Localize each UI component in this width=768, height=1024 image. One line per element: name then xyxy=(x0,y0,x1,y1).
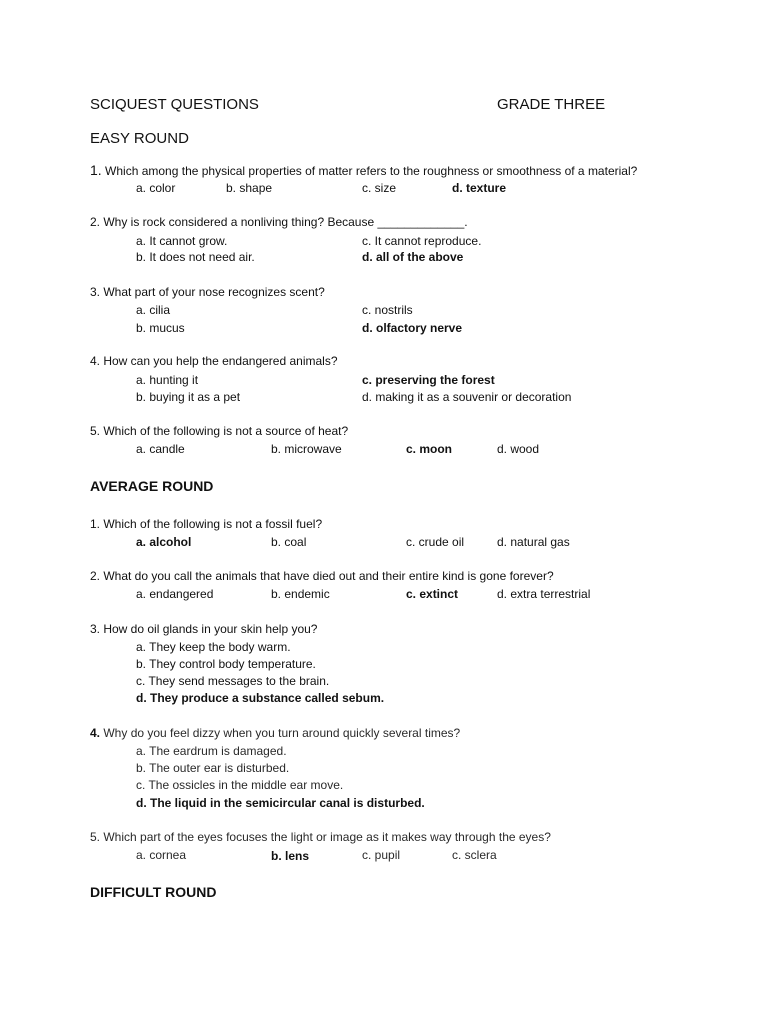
average-q1-option-c: c. crude oil xyxy=(406,535,465,549)
average-q4 xyxy=(90,726,460,740)
average-q4-number: 4. xyxy=(90,726,101,740)
average-q2-option-c: c. extinct xyxy=(406,587,459,601)
average-q1-option-d: d. natural gas xyxy=(497,535,570,549)
average-q3-option-a: a. They keep the body warm. xyxy=(136,640,291,654)
average-q1-option-b: b. coal xyxy=(271,535,307,549)
average-q4-option-b: b. The outer ear is disturbed. xyxy=(136,761,290,775)
average-q2-option-d: d. extra terrestrial xyxy=(497,587,591,601)
average-q4-option-c: c. The ossicles in the middle ear move. xyxy=(136,778,344,792)
difficult-round-heading: DIFFICULT ROUND xyxy=(90,884,217,900)
average-q5-text: 5. Which part of the eyes focuses the light or image as it makes way through the eyes? xyxy=(90,830,551,844)
easy-q5-text: 5. Which of the following is not a source of heat? xyxy=(90,424,349,438)
easy-q1-option-a: a. color xyxy=(136,181,176,195)
easy-q1-option-b: b. shape xyxy=(226,181,273,195)
easy-q2-option-b: b. It does not need air. xyxy=(136,250,255,264)
easy-q2-option-d: d. all of the above xyxy=(362,250,464,264)
easy-q1-option-d: d. texture xyxy=(452,181,507,195)
easy-q3-option-a: a. cilia xyxy=(136,303,171,317)
easy-q1-text: Which among the physical properties of matter refers to the roughness or smoothness of a material? xyxy=(105,164,638,178)
average-q5-option-b: b. lens xyxy=(271,849,310,863)
average-q1-option-a: a. alcohol xyxy=(136,535,192,549)
easy-q5-option-b: b. microwave xyxy=(271,442,342,456)
average-q1-text: 1. Which of the following is not a fossil fuel? xyxy=(90,517,323,531)
average-q3-option-b: b. They control body temperature. xyxy=(136,657,316,671)
easy-q5-option-d: d. wood xyxy=(497,442,540,456)
easy-q2-option-a: a. It cannot grow. xyxy=(136,234,228,248)
average-q5-option-c: c. pupil xyxy=(362,848,401,862)
easy-q1 xyxy=(90,163,637,178)
easy-q4-option-b: b. buying it as a pet xyxy=(136,390,241,404)
average-q4-option-a: a. The eardrum is damaged. xyxy=(136,744,287,758)
average-q4-option-d: d. The liquid in the semicircular canal is disturbed. xyxy=(136,796,425,810)
easy-q3-text: 3. What part of your nose recognizes scent? xyxy=(90,285,325,299)
average-q5-option-d: c. sclera xyxy=(452,848,497,862)
grade-label: GRADE THREE xyxy=(497,96,606,113)
document-title: SCIQUEST QUESTIONS xyxy=(90,96,259,113)
easy-q3-option-b: b. mucus xyxy=(136,321,185,335)
easy-round-heading: EASY ROUND xyxy=(90,130,189,147)
easy-q5-option-a: a. candle xyxy=(136,442,185,456)
average-q5-option-a: a. cornea xyxy=(136,848,187,862)
average-q4-text: Why do you feel dizzy when you turn around quickly several times? xyxy=(103,726,461,740)
easy-q2-option-c: c. It cannot reproduce. xyxy=(362,234,482,248)
average-q3-option-d: d. They produce a substance called sebum. xyxy=(136,691,385,705)
easy-q2-text: 2. Why is rock considered a nonliving thing? Because _____________. xyxy=(90,215,468,229)
average-q3-text: 3. How do oil glands in your skin help you? xyxy=(90,622,318,636)
easy-q4-text: 4. How can you help the endangered animals? xyxy=(90,354,338,368)
easy-q5-option-c: c. moon xyxy=(406,442,453,456)
easy-q3-option-c: c. nostrils xyxy=(362,303,413,317)
easy-q1-option-c: c. size xyxy=(362,181,397,195)
easy-q3-option-d: d. olfactory nerve xyxy=(362,321,463,335)
average-q2-text: 2. What do you call the animals that have died out and their entire kind is gone forever? xyxy=(90,569,554,583)
easy-q1-number: 1. xyxy=(90,162,102,178)
easy-q4-option-c: c. preserving the forest xyxy=(362,373,495,387)
average-q2-option-a: a. endangered xyxy=(136,587,214,601)
average-q3-option-c: c. They send messages to the brain. xyxy=(136,674,330,688)
average-q2-option-b: b. endemic xyxy=(271,587,330,601)
easy-q4-option-d: d. making it as a souvenir or decoration xyxy=(362,390,572,404)
average-round-heading: AVERAGE ROUND xyxy=(90,478,214,494)
easy-q4-option-a: a. hunting it xyxy=(136,373,199,387)
